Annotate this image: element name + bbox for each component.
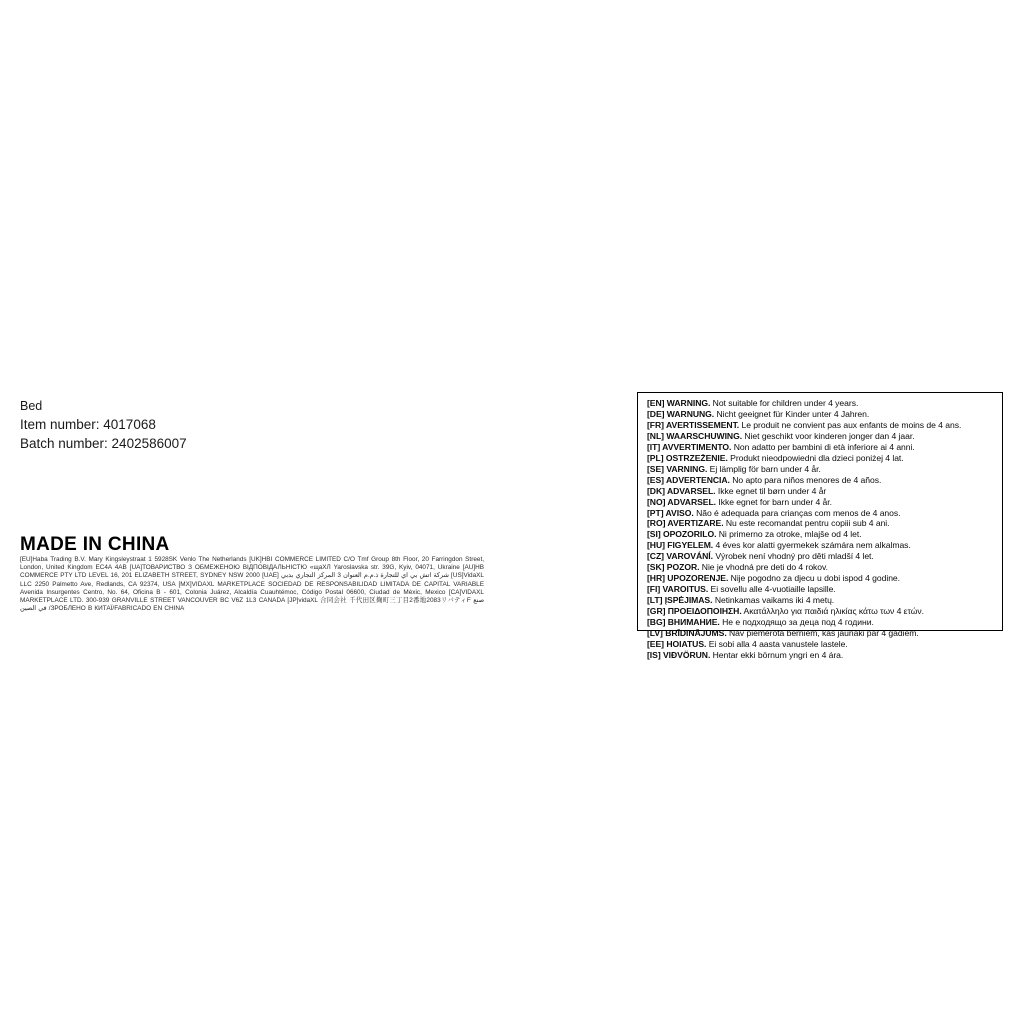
warning-body: Non adatto per bambini di età inferiore ai 4 anni. (733, 441, 915, 452)
warning-row (647, 518, 995, 529)
warning-row (647, 628, 995, 639)
product-name: Bed (20, 399, 43, 413)
warning-row (647, 650, 995, 661)
warning-lead: [EN] WARNING. (647, 398, 711, 408)
warning-row (647, 497, 995, 508)
warning-body: Nie je vhodná pre deti do 4 rokov. (701, 562, 828, 573)
warning-row (647, 540, 995, 551)
warning-lead: [PL] OSTRZEŻENIE. (647, 452, 728, 463)
warning-body: Nav piemērota bērniem, kas jaunāki par 4 gadiem. (729, 628, 919, 639)
warning-body: Hentar ekki börnum yngri en 4 ára. (712, 649, 844, 660)
warning-lead: [SK] POZOR. (647, 562, 700, 573)
batch-number-line: Batch number: 2402586007 (20, 436, 187, 451)
warning-row (647, 606, 995, 617)
warning-body: Ikke egnet for barn under 4 år. (718, 496, 832, 507)
warning-body: Niet geschikt voor kinderen jonger dan 4 jaar. (744, 430, 915, 441)
warning-lead: [CZ] VAROVÁNÍ. (647, 551, 713, 562)
warning-row (647, 529, 995, 540)
warning-body: Not suitable for children under 4 years. (712, 398, 859, 408)
warning-body: Ej lämplig för barn under 4 år. (709, 463, 821, 474)
warning-lead: [PT] AVISO. (647, 507, 694, 518)
warning-lead: [DE] WARNUNG. (647, 408, 715, 419)
warning-lead: [HU] FIGYELEM. (647, 540, 714, 551)
warning-row (647, 562, 995, 573)
warning-lead: [NL] WAARSCHUWING. (647, 430, 743, 441)
warning-row (647, 595, 995, 606)
warning-body: Não é adequada para crianças com menos de 4 anos. (696, 507, 901, 518)
warning-row (647, 442, 995, 453)
warning-body: Nicht geeignet für Kinder unter 4 Jahren. (716, 408, 870, 419)
warning-row (647, 486, 995, 497)
warning-row (647, 464, 995, 475)
warning-lead: [LV] BRĪDINĀJUMS. (647, 628, 727, 639)
warning-body: Ei sovellu alle 4-vuotiaille lapsille. (710, 584, 836, 595)
warning-row (647, 584, 995, 595)
warning-lead: [DK] ADVARSEL. (647, 485, 716, 496)
warning-row (647, 453, 995, 464)
warning-row (647, 508, 995, 519)
warning-lead: [RO] AVERTIZARE. (647, 518, 724, 529)
warning-lead: [HR] UPOZORENJE. (647, 573, 729, 584)
made-in-china-heading: MADE IN CHINA (20, 534, 170, 555)
warning-body: Netinkamas vaikams iki 4 metų. (714, 595, 835, 606)
warning-lead: [FR] AVERTISSEMENT. (647, 419, 740, 430)
legal-address-text (20, 556, 484, 613)
product-info-block (20, 398, 490, 453)
warning-lead: [GR] ΠΡΟΕΙΔΟΠΟΙΗΣΗ. (647, 606, 742, 617)
warning-lead: [FI] VAROITUS. (647, 584, 709, 595)
warning-row (647, 573, 995, 584)
warning-body: Ei sobi alla 4 aasta vanustele lastele. (708, 638, 848, 649)
warning-lead: [IS] VIÐVÖRUN. (647, 649, 711, 660)
warning-body: 4 éves kor alatti gyermekek számára nem alkalmas. (715, 540, 911, 551)
warning-body: Ni primerno za otroke, mlajše od 4 let. (718, 529, 862, 540)
warning-lead: [IT] AVVERTIMENTO. (647, 441, 732, 452)
warning-body: No apto para niños menores de 4 años. (732, 474, 882, 485)
warning-row (647, 409, 995, 420)
warning-row (647, 431, 995, 442)
warning-body: Ikke egnet til børn under 4 år (717, 485, 827, 496)
warning-lead: [NO] ADVARSEL. (647, 496, 717, 507)
warning-lead: [EE] HOIATUS. (647, 638, 707, 649)
warning-lead: [LT] ĮSPĖJIMAS. (647, 595, 713, 606)
warning-body: Ακατάλληλο για παιδιά ηλικίας κάτω των 4 ετών. (743, 606, 924, 617)
warning-row (647, 617, 995, 628)
warning-body: Le produit ne convient pas aux enfants de moins de 4 ans. (741, 419, 962, 430)
warning-row (647, 420, 995, 431)
item-number-line: Item number: 4017068 (20, 417, 156, 432)
warning-body: Výrobek není vhodný pro děti mladší 4 let. (715, 551, 874, 562)
warning-body: Nije pogodno za djecu u dobi ispod 4 godine. (730, 573, 900, 584)
warning-body: Не е подходящо за деца под 4 години. (722, 617, 874, 628)
warning-body: Produkt nieodpowiedni dla dzieci poniżej 4 lat. (730, 452, 904, 463)
warning-row (647, 475, 995, 486)
warning-row (647, 398, 995, 409)
warning-lead: [SI] OPOZORILO. (647, 529, 717, 540)
warning-row (647, 639, 995, 650)
warning-lead: [BG] ВНИМАНИЕ. (647, 617, 720, 628)
warning-lead: [ES] ADVERTENCIA. (647, 474, 730, 485)
warning-lead: [SE] VARNING. (647, 463, 708, 474)
warning-body: Nu este recomandat pentru copiii sub 4 ani. (725, 518, 890, 529)
legal-address-content: [EU]Haba Trading B.V. Mary Kingsleystraat 1 5928SK Venlo The Netherlands [UK]HBI COMMERCE LIMITED C/O Tmf Group 8th Floor, 20 Farringdon Street, London, United Kingdom EC4A 4AB [UA]ТОВАРИСТВО З ОБМЕЖЕНОЮ ВІДПОВІДАЛЬНІСТЮ «щаХЛ Yaroslavska str. 39G, Kyiv, 04071, Ukraine [AU]HB COMMERCE PTY LTD LEVEL 16, 201 ELIZABETH STREET, SYDNEY NSW 2000 [UAE] شركة اتش بي اي للتجارة ذ.م.م العنوان 3 المركز التجاري بدبي [US]VidaXL LLC 2250 Palmetto Ave, Redlands, CA 92374, USA [MX]VIDAXL MARKETPLACE SOCIEDAD DE RESPONSABILIDAD LIMITADA DE CAPITAL VARIABLE Avenida Insurgentes Centro, No. 64, Oficina B - 601, Colonia Juárez, Alcaldía Cuauhtémoc, Código Postal 06600, Ciudad de Méxic, Mexico [CA]VIDAXL MARKETPLACE LTD. 300-939 GRANVILLE STREET VANCOUVER BC V6Z 1L3 CANADA [JP]vidaXL 合同会社 千代田区麹町三丁目2番地2083リバティF صنع في الصين /ЗРОБЛЕНО В КИТАЇ/FABRICADO EN CHINA (20, 556, 484, 613)
multilingual-warning-box (637, 392, 1003, 660)
warning-row (647, 551, 995, 562)
